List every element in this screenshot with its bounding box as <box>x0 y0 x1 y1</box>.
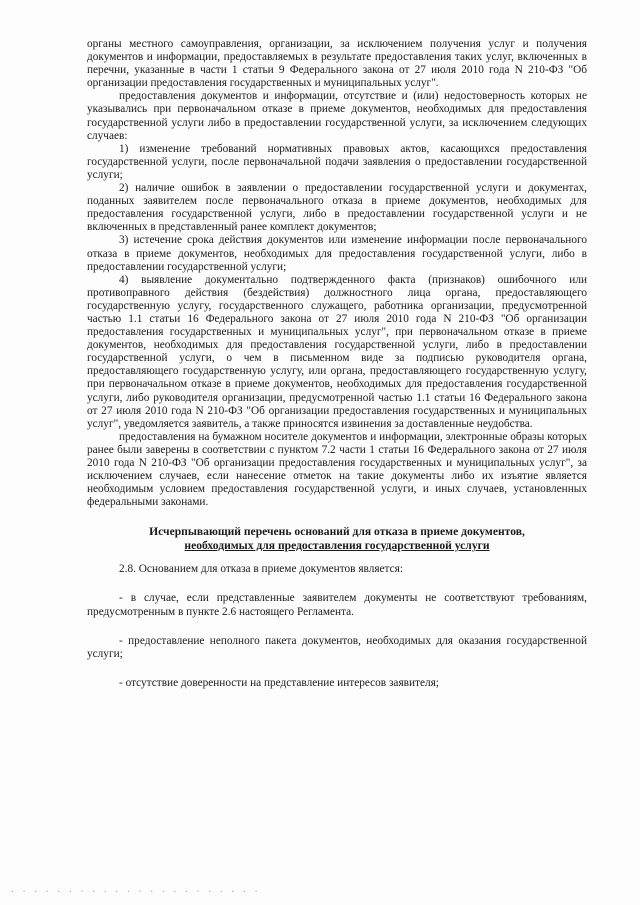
section-intro: 2.8. Основанием для отказа в приеме документов является: <box>119 563 403 576</box>
list-item: - предоставление неполного пакета документов, необходимых для оказания государственной услуги; <box>87 634 587 660</box>
document-body <box>87 38 587 690</box>
heading-line <box>87 539 587 553</box>
list-item: - в случае, если представленные заявителем документы не соответствуют требованиям, предусмотренным в пункте 2.6 настоящего Регламента. <box>87 592 587 618</box>
list-item: 2) наличие ошибок в заявлении о предоставлении государственной услуги и документах, поданных заявителем после первоначального отказа в приеме документов, необходимых для предоставления государственной услуги, либо в предоставлении государственной услуги и не включенных в представленный ранее комплект документов; <box>87 182 587 234</box>
heading-line-underlined: необходимых для предоставления государственной услуги <box>184 539 490 553</box>
list-item: 1) изменение требований нормативных правовых актов, касающихся предоставления государственной услуги, после первоначальной подачи заявления о предоставлении государственной услуги; <box>87 142 587 181</box>
section-heading <box>87 525 587 553</box>
paragraph: органы местного самоуправления, организации, за исключением получения услуг и получения документов и информации, предоставляемых в результате предоставления таких услуг, включенных в перечни, указанные в части 1 статьи 9 Федерального закона от 27 июля 2010 года N 210-ФЗ "Об организации предоставления государственных и муниципальных услуг". <box>87 38 587 90</box>
list-item: 3) истечение срока действия документов или изменение информации после первоначального отказа в приеме документов, необходимых для предоставления государственной услуги, либо в предоставлении государственной услуги; <box>87 234 587 273</box>
list-item: 4) выявление документально подтвержденного факта (признаков) ошибочного или противоправного действия (бездействия) должностного лица органа, предоставляющего государственную услугу, государственного служащего, работника организации, предусмотренной частью 1.1 статьи 16 Федерального закона от 27 июля 2010 года N 210-ФЗ "Об организации предоставления государственных и муниципальных услуг", при первоначальном отказе в приеме документов, необходимых для предоставления государственной услуги, либо в предоставлении государственной услуги, о чем в письменном виде за подписью руководителя органа, предоставляющего государственную услугу, или органа, предоставляющего государственную услугу, при первоначальном отказе в приеме документов, необходимых для предоставления государственной услуги, либо руководителя организации, предусмотренной частью 1.1 статьи 16 Федерального закона от 27 июля 2010 года N 210-ФЗ "Об организации предоставления государственных и муниципальных услуг", уведомляется заявитель, а также приносятся извинения за доставленные неудобства. <box>87 273 587 430</box>
list-item: - отсутствие доверенности на представление интересов заявителя; <box>119 676 439 689</box>
paragraph: предоставления на бумажном носителе документов и информации, электронные образы которых ранее были заверены в соответствии с пунктом 7.2 части 1 статьи 16 Федерального закона от 27 июля 2010 года N 210-ФЗ "Об организации предоставления государственных и муниципальных услуг", за исключением случаев, если нанесение отметок на такие документы либо их изъятие является необходимым условием предоставления государственной услуги, и иных случаев, установленных федеральными законами. <box>87 430 587 509</box>
heading-line: Исчерпывающий перечень оснований для отказа в приеме документов, <box>149 525 525 539</box>
scan-artifact: . . . . . . . . . . . . . . . . . . . . . . <box>10 886 260 895</box>
paragraph: предоставления документов и информации, отсутствие и (или) недостоверность которых не указывались при первоначальном отказе в приеме документов, необходимых для предоставления государственной услуги либо в предоставлении государственной услуги, за исключением следующих случаев: <box>87 90 587 142</box>
